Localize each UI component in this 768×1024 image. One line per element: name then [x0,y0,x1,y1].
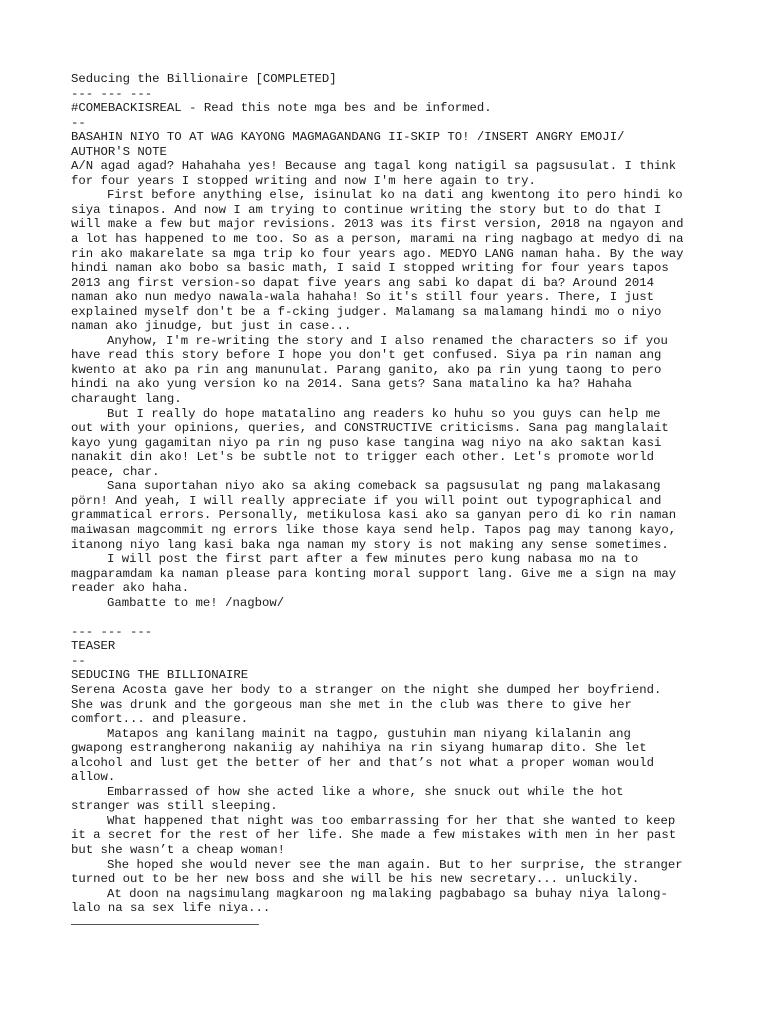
paragraph-line: allow. [71,770,116,785]
paragraph-line: Gambatte to me! /nagbow/ [107,595,285,610]
paragraph-line: turned out to be her new boss and she will be his new secretary... unluckily. [71,872,640,887]
paragraph-line: kwento at ako pa rin ang manunulat. Parang ganito, ako pa rin yung taong to pero [71,362,662,377]
blank-line [71,610,711,625]
paragraph-line: Anyhow, I'm re-writing the story and I also renamed the characters so if you [107,333,668,348]
paragraph-line: explained myself don't be a f-cking judger. Malamang sa malamang hindi mo o niyo [71,304,662,319]
paragraph-line: kayo yung gagamitan niyo pa rin ng puso kase tangina wag niyo na ako saktan kasi [71,435,662,450]
comeback-note: #COMEBACKISREAL - Read this note mga bes and be informed. [71,101,492,116]
dash-line: -- [71,653,86,668]
paragraph-line: naman ako nun medyo nawala-wala hahaha! So it's still four years. There, I just [71,290,654,305]
paragraph-line: 2013 ang first version-so dapat five years ang sabi ko dapat di ba? Around 2014 [71,275,654,290]
paragraph-line: But I really do hope matatalino ang readers ko huhu so you guys can help me [107,406,661,421]
document-page [71,72,711,925]
paragraph-line: lalo na sa sex life niya... [71,901,271,916]
warning-line: BASAHIN NIYO TO AT WAG KAYONG MAGMAGANDANG II-SKIP TO! /INSERT ANGRY EMOJI/ [71,130,625,145]
authors-note-heading: AUTHOR'S NOTE [71,144,167,159]
paragraph-line: it a secret for the rest of her life. She made a few mistakes with men in her past [71,828,677,843]
authors-note-line: for four years I stopped writing and now I'm here again to try. [71,173,536,188]
paragraph-line: stranger was still sleeping. [71,799,278,814]
paragraph-line: First before anything else, isinulat ko na dati ang kwentong ito pero hindi ko [107,188,683,203]
separator-line: --- --- --- [71,624,153,639]
paragraph-line: hindi na ako yung version ko na 2014. Sana gets? Sana matalino ka ha? Hahaha [71,377,632,392]
paragraph-line: grammatical errors. Personally, metikulosa kasi ako sa ganyan pero di ko rin naman [71,508,677,523]
document-title: Seducing the Billionaire [COMPLETED] [71,72,337,86]
paragraph-line: will make a few but major revisions. 2013 was its first version, 2018 na ngayon and [71,217,684,232]
footnote-rule [71,924,259,925]
paragraph-line: At doon na nagsimulang magkaroon ng malaking pagbabago sa buhay niya lalong- [107,886,668,901]
paragraph-line: a lot has happened to me too. So as a person, marami na ring nagbago at medyo di na [71,232,684,247]
paragraph-line: but she wasn’t a cheap woman! [71,842,286,857]
dash-line: -- [71,115,86,130]
paragraph-line: She was drunk and the gorgeous man she met in the club was there to give her [71,697,632,712]
paragraph-line: comfort... and pleasure. [71,712,249,727]
paragraph-line: magparamdam ka naman please para konting moral support lang. Give me a sign na may [71,566,677,581]
paragraph-line: siya tinapos. And now I am trying to continue writing the story but to do that I [71,202,662,217]
paragraph-line: gwapong estrangherong nakaniig ay nahihiya na rin siyang humarap dito. She let [71,741,647,756]
paragraph-line: I will post the first part after a few minutes pero kung nabasa mo na to [107,552,639,567]
paragraph-line: alcohol and lust get the better of her and that’s not what a proper woman would [71,755,654,770]
paragraph-line: naman ako jinudge, but just in case... [71,319,352,334]
paragraph-line: maiwasan magcommit ng errors like those kaya send help. Tapos pag may tanong kayo, [71,522,677,537]
separator-line: --- --- --- [71,86,153,101]
paragraph-line: pörn! And yeah, I will really appreciate if you will point out typographical and [71,493,662,508]
paragraph-line: have read this story before I hope you don't get confused. Siya pa rin naman ang [71,348,662,363]
paragraph-line: itanong niyo lang kasi baka nga naman my story is not making any sense sometimes. [71,537,669,552]
teaser-title: SEDUCING THE BILLIONAIRE [71,668,249,683]
teaser-heading: TEASER [71,639,116,654]
paragraph-line: rin ako makarelate sa mga trip ko four years ago. MEDYO LANG naman haha. By the way [71,246,684,261]
paragraph-line: Matapos ang kanilang mainit na tagpo, gustuhin man niyang kilalanin ang [107,726,631,741]
paragraph-line: Serena Acosta gave her body to a stranger on the night she dumped her boyfriend. [71,682,662,697]
paragraph-line: nanakit din ako! Let's be subtle not to trigger each other. Let's promote world [71,450,654,465]
paragraph-line: What happened that night was too embarrassing for her that she wanted to keep [107,813,676,828]
paragraph-line: hindi naman ako bobo sa basic math, I said I stopped writing for four years tapos [71,261,669,276]
paragraph-line: peace, char. [71,464,160,479]
paragraph-line: Embarrassed of how she acted like a whore, she snuck out while the hot [107,784,624,799]
paragraph-line: out with your opinions, queries, and CONSTRUCTIVE criticisms. Sana pag manglalait [71,421,669,436]
paragraph-line: She hoped she would never see the man again. But to her surprise, the stranger [107,857,683,872]
paragraph-line: Sana suportahan niyo ako sa aking comeback sa pagsusulat ng pang malakasang [107,479,661,494]
paragraph-line: reader ako haha. [71,581,190,596]
paragraph-line: charaught lang. [71,392,182,407]
authors-note-line: A/N agad agad? Hahahaha yes! Because ang tagal kong natigil sa pagsusulat. I think [71,159,677,174]
